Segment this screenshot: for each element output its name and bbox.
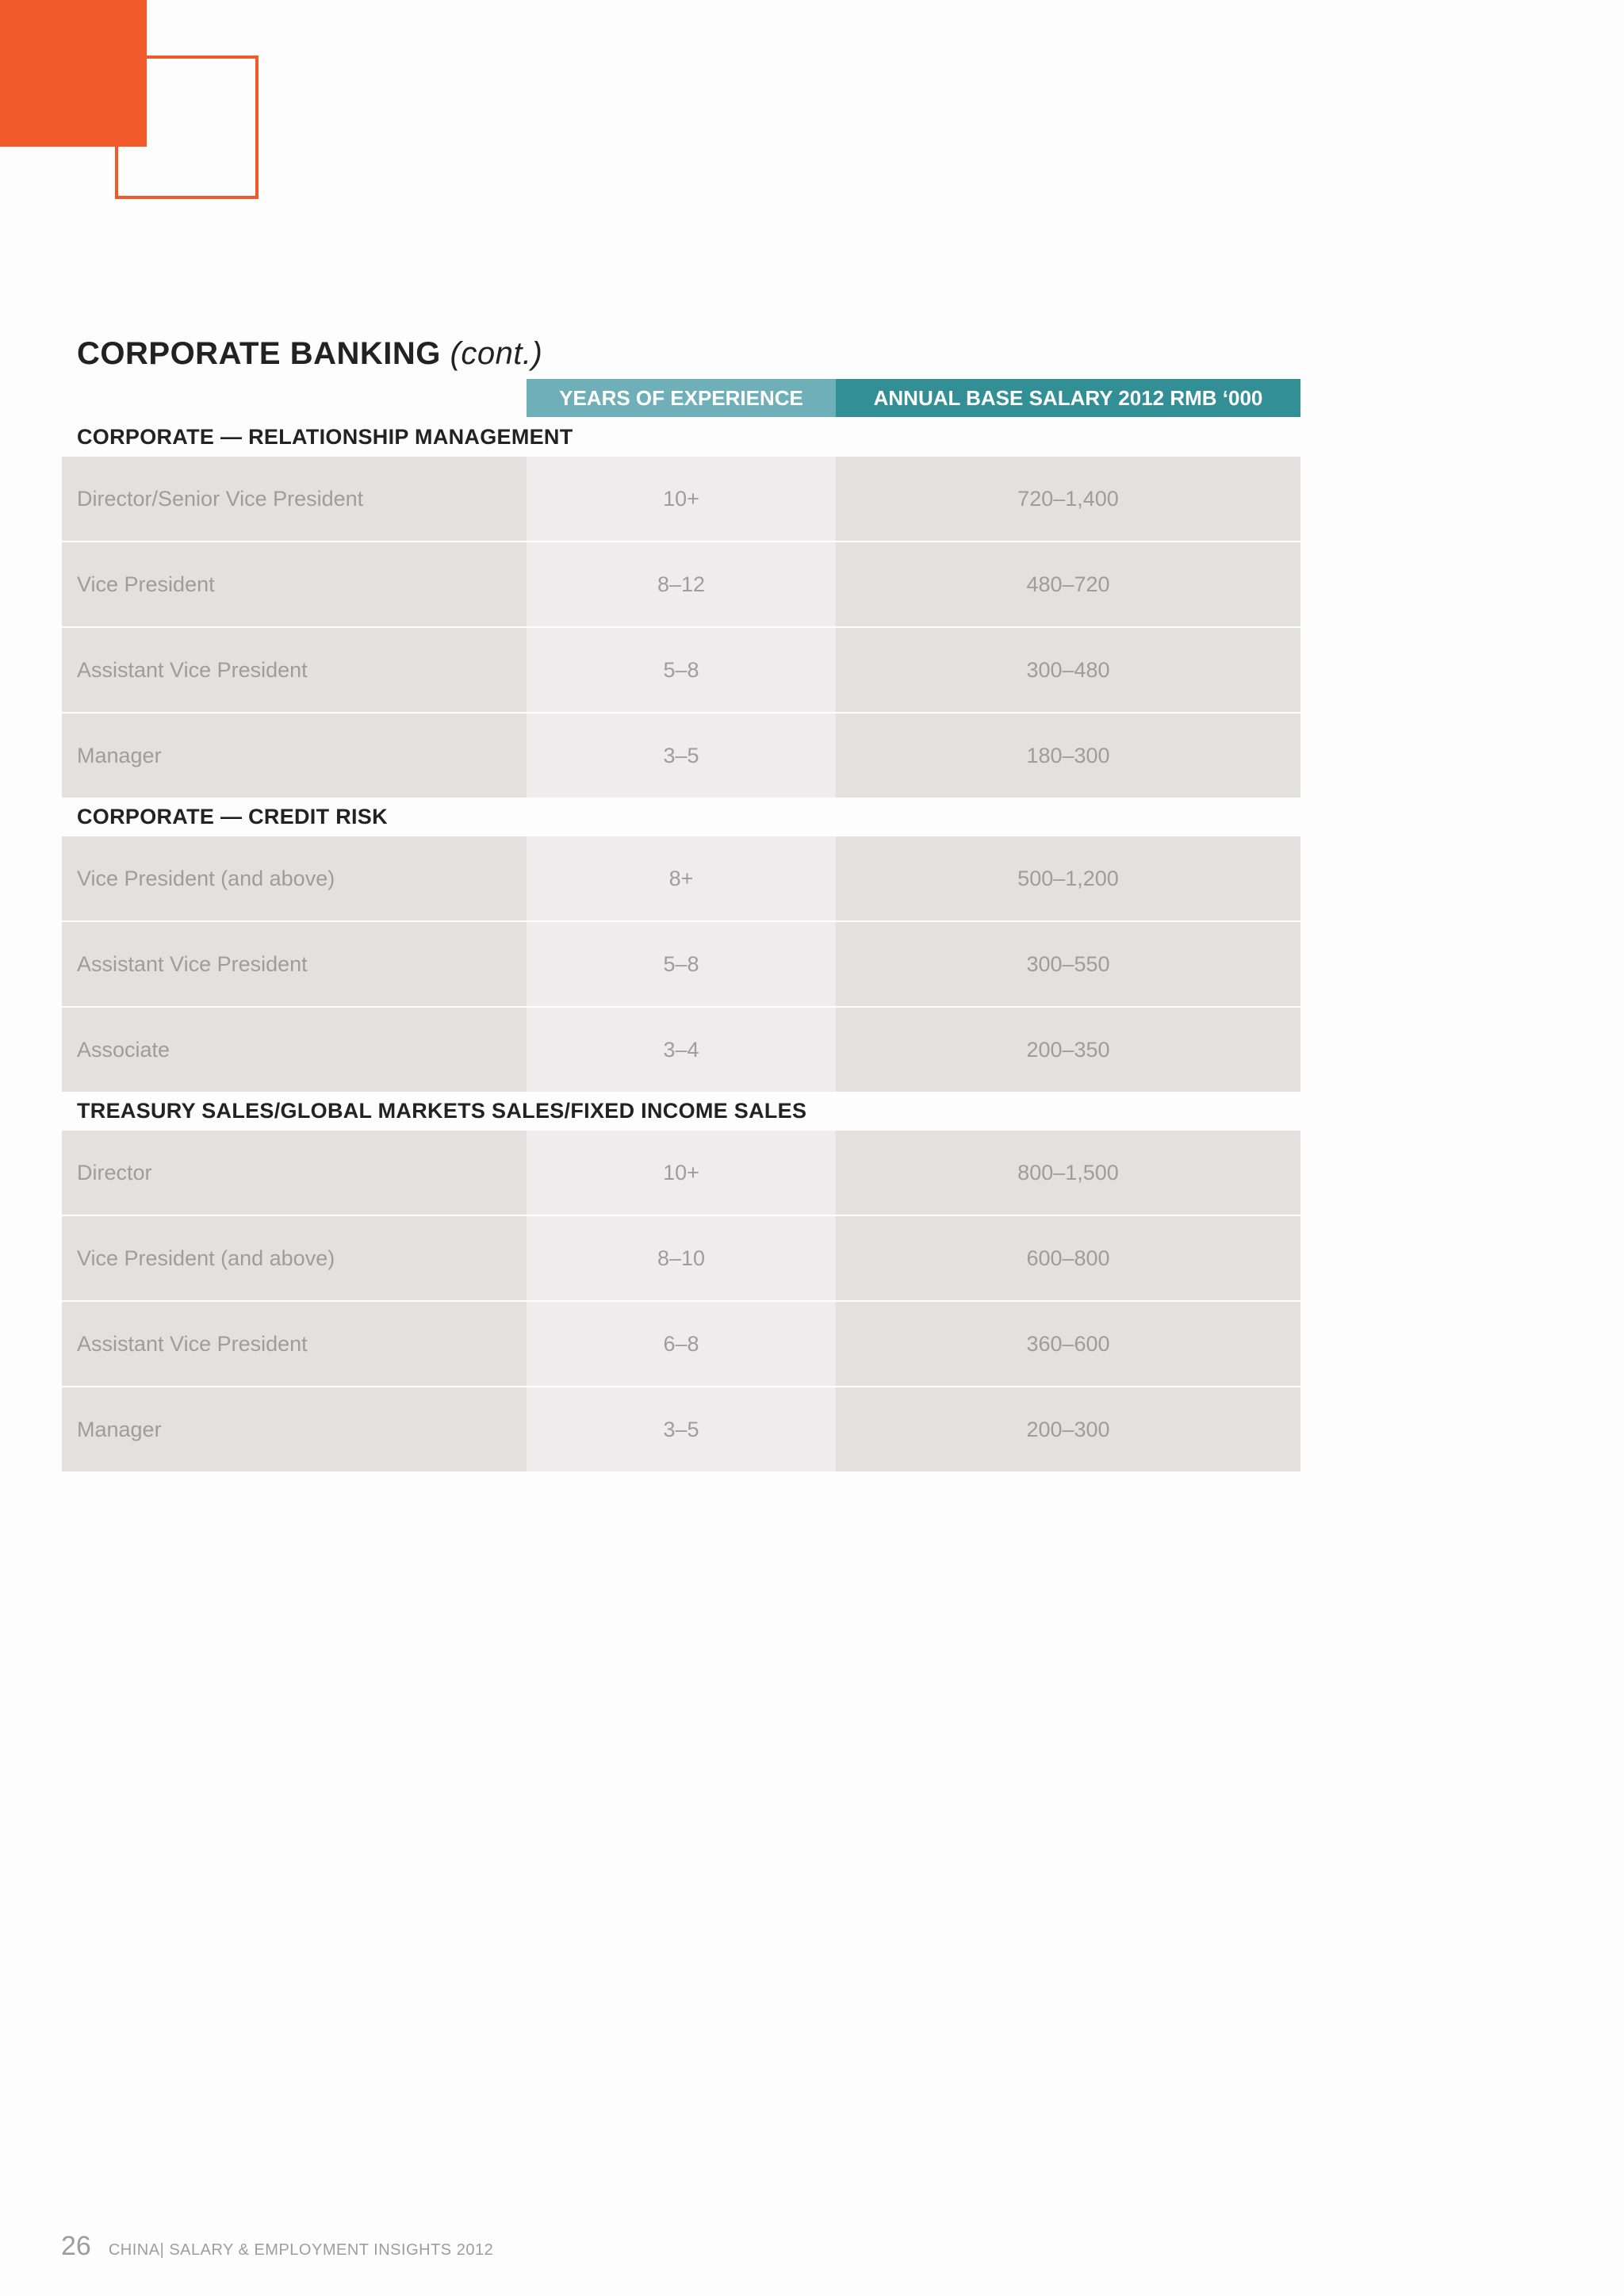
section-title-treasury-sales: TREASURY SALES/GLOBAL MARKETS SALES/FIXED INCOME SALES (77, 1099, 807, 1123)
salary-cell: 480–720 (836, 542, 1300, 626)
table-row (62, 1216, 1300, 1300)
role-cell: Assistant Vice President (62, 922, 527, 1006)
salary-cell: 300–550 (836, 922, 1300, 1006)
decorative-square-outline (115, 55, 259, 199)
title-main: CORPORATE BANKING (77, 336, 441, 371)
salary-cell: 360–600 (836, 1302, 1300, 1386)
role-cell: Associate (62, 1008, 527, 1092)
column-header-salary: ANNUAL BASE SALARY 2012 RMB ‘000 (836, 379, 1300, 417)
table-row (62, 836, 1300, 920)
salary-cell: 180–300 (836, 714, 1300, 798)
table-row (62, 628, 1300, 712)
footer-country: CHINA (108, 2241, 160, 2259)
page-number: 26 (61, 2231, 91, 2261)
years-cell: 3–4 (527, 1008, 836, 1092)
years-cell: 6–8 (527, 1302, 836, 1386)
years-cell: 10+ (527, 1131, 836, 1215)
role-cell: Director (62, 1131, 527, 1215)
salary-cell: 720–1,400 (836, 457, 1300, 541)
column-header-experience: YEARS OF EXPERIENCE (527, 379, 836, 417)
role-cell: Manager (62, 714, 527, 798)
table-row (62, 1008, 1300, 1092)
salary-cell: 200–350 (836, 1008, 1300, 1092)
role-cell: Manager (62, 1387, 527, 1471)
years-cell: 8–10 (527, 1216, 836, 1300)
table-row (62, 1131, 1300, 1215)
role-cell: Assistant Vice President (62, 1302, 527, 1386)
years-cell: 5–8 (527, 628, 836, 712)
years-cell: 10+ (527, 457, 836, 541)
section-title-relationship-management: CORPORATE — RELATIONSHIP MANAGEMENT (77, 425, 573, 449)
salary-cell: 500–1,200 (836, 836, 1300, 920)
years-cell: 8–12 (527, 542, 836, 626)
title-cont: (cont.) (450, 336, 543, 371)
salary-cell: 300–480 (836, 628, 1300, 712)
role-cell: Vice President (and above) (62, 1216, 527, 1300)
years-cell: 3–5 (527, 1387, 836, 1471)
years-cell: 8+ (527, 836, 836, 920)
footer-publication: | SALARY & EMPLOYMENT INSIGHTS 2012 (159, 2241, 494, 2259)
page-footer (61, 2231, 493, 2262)
salary-cell: 600–800 (836, 1216, 1300, 1300)
years-cell: 5–8 (527, 922, 836, 1006)
salary-cell: 200–300 (836, 1387, 1300, 1471)
section-title-credit-risk: CORPORATE — CREDIT RISK (77, 805, 388, 828)
table-row (62, 1387, 1300, 1471)
role-cell: Director/Senior Vice President (62, 457, 527, 541)
role-cell: Assistant Vice President (62, 628, 527, 712)
role-cell: Vice President (and above) (62, 836, 527, 920)
table-row (62, 542, 1300, 626)
salary-cell: 800–1,500 (836, 1131, 1300, 1215)
table-row (62, 922, 1300, 1006)
role-cell: Vice President (62, 542, 527, 626)
years-cell: 3–5 (527, 714, 836, 798)
table-row (62, 1302, 1300, 1386)
page-title (77, 336, 542, 372)
table-row (62, 457, 1300, 541)
table-row (62, 714, 1300, 798)
